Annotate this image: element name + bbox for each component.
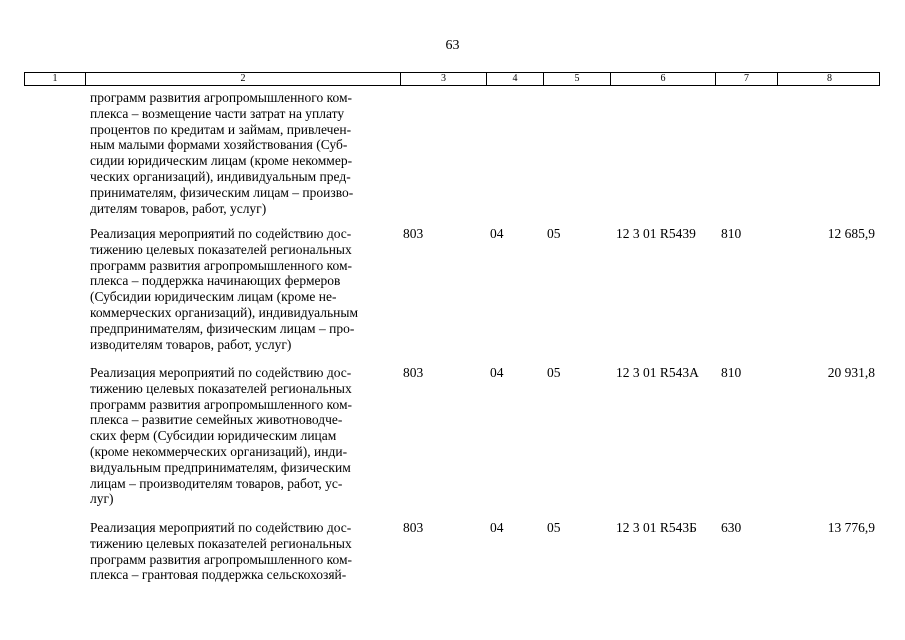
- header-col-7: 7: [715, 73, 777, 85]
- row-2-col-8: 20 931,8: [827, 365, 875, 380]
- row-2-col-3: 803: [403, 365, 424, 380]
- row-1-description: Реализация мероприятий по содействию дос- тижению целевых показателей региональных программ развития агропромышленного ком- плекса – поддержка начинающих фермеров (Субсидии юридическим лицам (кроме не- коммерческих организаций), индивидуальным предпринимателям, физическим лицам – про- изводителям товаров, работ, услуг): [90, 226, 359, 352]
- row-1-col-6: 12 3 01 R5439: [616, 226, 696, 241]
- header-col-8: 8: [777, 73, 881, 85]
- header-col-3: 3: [400, 73, 486, 85]
- row-2-col-7: 810: [721, 365, 742, 380]
- row-2-description: Реализация мероприятий по содействию дос- тижению целевых показателей региональных программ развития агропромышленного ком- плекса – развитие семейных животноводче- ских ферм (Субсидии юридическим лицам (кроме некоммерческих организаций), инди- видуальным предпринимателям, физическим лицам – производителям товаров, работ, ус- луг): [90, 365, 353, 507]
- row-2-col-4: 04: [490, 365, 504, 380]
- row-3-col-5: 05: [547, 520, 561, 535]
- row-1-col-5: 05: [547, 226, 561, 241]
- row-2-col-6: 12 3 01 R543А: [616, 365, 699, 380]
- row-1-col-8: 12 685,9: [827, 226, 875, 241]
- row-1-col-7: 810: [721, 226, 742, 241]
- continuation-description: программ развития агропромышленного ком- плекса – возмещение части затрат на уплату процентов по кредитам и займам, привлечен- ным малыми формами хозяйствования (Суб- сидии юридическим лицам (кроме некоммер- ческих организаций), индивидуальным пред- принимателям, физическим лицам – произво- дителям товаров, работ, услуг): [90, 90, 354, 216]
- row-1-col-3: 803: [403, 226, 424, 241]
- header-col-5: 5: [543, 73, 610, 85]
- table-header-row: [24, 72, 880, 86]
- row-3-col-8: 13 776,9: [827, 520, 875, 535]
- row-2-col-5: 05: [547, 365, 561, 380]
- row-1-col-4: 04: [490, 226, 504, 241]
- header-col-6: 6: [610, 73, 715, 85]
- row-3-description: Реализация мероприятий по содействию дос- тижению целевых показателей региональных программ развития агропромышленного ком- плекса – грантовая поддержка сельскохозяй-: [90, 520, 353, 583]
- header-col-2: 2: [85, 73, 400, 85]
- row-3-col-7: 630: [721, 520, 742, 535]
- header-col-4: 4: [486, 73, 543, 85]
- row-3-col-3: 803: [403, 520, 424, 535]
- header-col-1: 1: [52, 73, 58, 84]
- page-number: 63: [445, 38, 460, 53]
- row-3-col-6: 12 3 01 R543Б: [616, 520, 697, 535]
- row-3-col-4: 04: [490, 520, 504, 535]
